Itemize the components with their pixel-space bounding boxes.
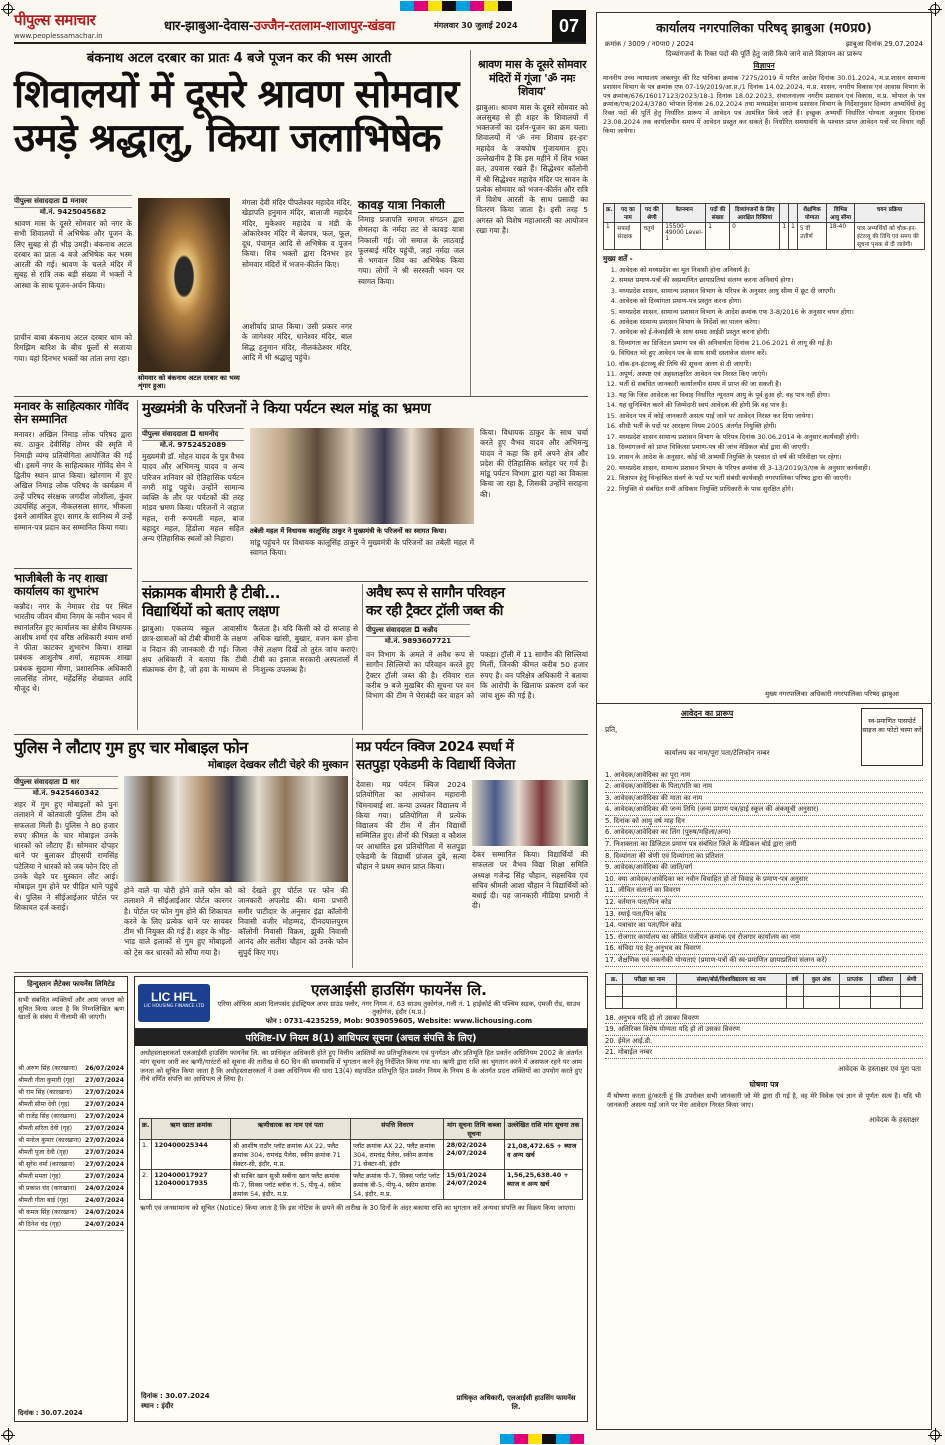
- mandu-body2: मांडू पहुंचने पर विधायक कालूसिंह ठाकुर ने मुख्यमंत्री के परिजनों का तबेली महल में स्वागत किया।: [250, 538, 474, 558]
- hlf-item-date: 24/07/2024: [85, 1185, 124, 1192]
- column-rule: [352, 738, 353, 968]
- form-field-label: 7. निःशक्तता का डिजिटल प्रमाण पत्र संबंधित जिले के मेडिकल बोर्ड द्वारा जारी: [605, 840, 797, 849]
- form-field-label: 12. वर्तमान पता/पिन कोड: [605, 898, 672, 907]
- hlf-list-item: [18, 1111, 124, 1123]
- form-field-label: 17. शैक्षणिक एवं तकनीकी योग्यताएं (प्रमाण-पत्रों की स्व-प्रमाणित छायाप्रतियां संलग्न करें): [605, 956, 828, 964]
- bhajibeli-story: [14, 572, 132, 732]
- quiz-story: [356, 738, 588, 970]
- sagon-body: वन विभाग के अमले ने अवैध रूप से सागौन सिल्लियों का परिवहन करते हुए ट्रैक्टर ट्रॉली जब्त की है। रविवार रात करीब 9 बजे मुखबिर की सूचना पर वन विभाग की टीम ने घेराबंदी कर वाहन को पकड़ा। ट्रॉली में 11 सागौन की सिल्लियां मिलीं, जिनकी कीमत करीब 50 हजार रुपए है। वन परिक्षेत्र अधिकारी ने बताया कि आरोपी के खिलाफ प्रकरण दर्ज कर जांच शुरू की गई है।: [366, 650, 588, 701]
- police-body2: होने वाले या चोरी होने वाले फोन को तलाशने में सीईआईआर पोर्टल कारगर है। पोर्टल पर फोन गुम होने की शिकायत करने के लिए प्रत्येक थाने पर सायबर टीम भी नियुक्त की गई है। शहर के भीड़-भाड़ वाले इलाकों से गुम हुए मोबाइलों को ट्रेस कर धारकों को सौंपा गया है।: [124, 886, 232, 957]
- nagar-term: 19. शासन के आदेश के अनुसार, कोई भी अभ्यर्थी नियुक्ति के पश्चात दो वर्ष की परिवीक्षा पर रहेगा।: [619, 453, 923, 461]
- police-phone: मो.नं. 9425460342: [32, 789, 100, 797]
- hlf-item-name: श्रीमती नीता कुमारी (गृह): [18, 1077, 75, 1084]
- form-field: [605, 851, 923, 863]
- hlf-list-item: [18, 1147, 124, 1159]
- nagar-ref-no: क्रमांक / 3009 / न0पा0 / 2024: [605, 40, 694, 48]
- lic-logo: [138, 984, 210, 1022]
- form-field: [605, 885, 923, 897]
- nagar-cell-age: 18-40: [827, 223, 855, 250]
- nagar-term: 11. अपूर्ण, अस्पष्ट एवं अहस्ताक्षरित आवेदन पत्र निरस्त किए जाएंगे।: [619, 370, 923, 378]
- nagar-cell-r1: 0: [730, 223, 780, 250]
- mandu-body1: मुख्यमंत्री डॉ. मोहन यादव के पुत्र वैभव यादव और अभिमन्यु यादव व अन्य परिजन शनिवार को ऐतिहासिक पर्यटन नगरी मांडू पहुंचे। उन्होंने सामान्य व्यक्ति के तौर पर पर्यटकों की तरह मांडव भ्रमण किया। परिजनों ने जहाज महल, रानी रूपमती महल, बाज बहादुर महल, हिंडोला महल सहित अन्य ऐतिहासिक स्थलों को निहारा।: [142, 452, 244, 544]
- sahitya-headline: मनावर के साहित्यकार गोविंद सेन सम्मानित: [14, 399, 129, 426]
- hlf-list-item: [18, 1135, 124, 1147]
- hlf-item-date: 26/07/2024: [85, 1065, 124, 1072]
- hlf-item-name: श्रीमती सरिता देवी (गृह): [18, 1125, 73, 1132]
- mandu-byline: पीपुल्स संवाददाता ◘ धामनोद: [142, 428, 244, 441]
- byline-place: पीपुल्स संवाददाता: [14, 778, 60, 786]
- police-byline: पीपुल्स संवाददाता ◘ धार: [14, 776, 118, 789]
- column-rule: [470, 50, 471, 396]
- nagar-terms-title: मुख्य शर्तें -: [603, 254, 633, 263]
- lic-contact: फोन : 0731-4235259, Mob: 9039059605, Website: www.lichousing.com: [265, 1017, 533, 1026]
- hlf-notice: [14, 976, 128, 1422]
- lic-cell-dates: 15/01/2024 24/07/2024: [444, 1170, 505, 1200]
- form-field-label: 5. दिनांक को आयु वर्ष माह दिन: [605, 816, 685, 825]
- edu-table: [605, 973, 923, 1009]
- nagar-term: 17. मध्यप्रदेश शासन सामान्य प्रशासन विभाग के परिपत्र दिनांक 30.06.2014 के अनुसार कार्यवाही होगी।: [619, 433, 923, 441]
- nagar-term: 3. मध्यप्रदेश शासन, सामान्य प्रशासन विभाग के परिपत्र के अनुसार आयु सीमा में छूट दी जाएगी।: [619, 287, 923, 295]
- lic-cell-property: प्लॉट क्रमांक AX 22, फ्लैट क्रमांक 304, रामचंद्र पैलेस, स्कीम क्रमांक 71 सेक्टर-सी, इंदौर: [351, 1140, 444, 1170]
- lic-notice: [134, 976, 588, 1422]
- edu-table-header: परीक्षा का नाम: [623, 973, 676, 984]
- form-field: [605, 804, 923, 816]
- tb-body: झाबुआ। एकलव्य स्कूल आवासीय छात्र-छात्राओं को टीबी बीमारी के लक्षण व निदान की जानकारी दी गई। जिला क्षय अधिकारी ने बताया कि टीबी संक्रामक रोग है, जो हवा के माध्यम से फैलता है। यदि किसी को दो सप्ताह से अधिक खांसी, बुखार, वजन कम होना जैसे लक्षण दिखें तो तुरंत जांच कराएं। टीबी का इलाज सरकारी अस्पतालों में निःशुल्क उपलब्ध है।: [142, 624, 358, 675]
- nagar-table-header: दिव्यांगजनों के लिए आरक्षित रिक्तियां: [730, 204, 780, 223]
- nagar-table-header: [789, 204, 798, 223]
- quiz-body2: देकर सम्मानित किया। विद्यार्थियों की सफलता पर वैभव विद्या शिक्षा समिति अध्यक्ष गजेन्द्र सिंह चौहान, सहसचिव एवं सचिव श्रीमती आशा चौहान ने विद्यार्थियों को बधाई दी। यह जानकारी मीडिया प्रभारी ने दी।: [472, 850, 588, 911]
- lic-address: एरिया ऑफिस आशा दिलपसंद इंडस्ट्रियल अपर ग्राउंड फ्लोर, नगर निगम नं. 63 साउथ तुकोगंज, गली नं. 1 हाईकोर्ट की पश्चिम सड़क, एमजी रोड, साउथ तुकोगंज, इंदौर (म.प्र.): [217, 1000, 581, 1017]
- nagar-term: 21. विज्ञापन हेतु चिन्हांकित संवर्ग के पदों पर भर्ती संबंधी कार्यवाही नगरपालिका परिषद द्वारा की जाएगी।: [619, 474, 923, 482]
- mandu-body3: किया। विधायक ठाकुर के साथ चर्चा करते हुए वैभव यादव और अभिमन्यु यादव ने कहा कि हमें अपने क्षेत्र और प्रदेश की ऐतिहासिक धरोहर पर गर्व है। मांडू पर्यटन विभाग द्वारा यहां का विकास किया जा रहा है, जिसकी उन्होंने सराहना की।: [480, 428, 588, 499]
- color-strip-bottom: [500, 1434, 584, 1444]
- nagar-table-header: पदों की संख्या: [706, 204, 730, 223]
- form-field-label: 10. क्या आवेदक/आवेदिका का नवीन विवाहित हो तो विवाह के प्रमाण-पत्र अनुसार: [605, 874, 808, 883]
- hlf-item-date: 27/07/2024: [85, 1161, 124, 1168]
- edition-date: मंगलवार 30 जुलाई 2024: [434, 21, 518, 30]
- nagar-term: 4. आवेदक को दिव्यांगता प्रमाण-पत्र प्रस्तुत करना होगा।: [619, 297, 923, 305]
- form-field-label: 19. अतिरिक्त विशेष योग्यता यदि हो तो उसका विवरण: [605, 1025, 740, 1034]
- nagar-post-table: [603, 203, 925, 250]
- sagon-byline: पीपुल्स संवाददाता ◘ कन्नौद: [366, 624, 470, 637]
- hlf-date: दिनांक : 30.07.2024: [18, 1408, 83, 1417]
- registration-mark: [930, 1430, 940, 1440]
- lic-notice-title: परिशिष्ट-IV नियम 8(1) आधिपत्य सूचना (अचल संपत्ति के लिए): [135, 1029, 587, 1046]
- nagar-term: 18. दिव्यांगजनों को प्राप्त चिकित्सा प्रमाण-पत्र की जांच मेडिकल बोर्ड द्वारा की जाएगी।: [619, 443, 923, 451]
- hlf-item-date: 27/07/2024: [85, 1137, 124, 1144]
- nagar-cell-pay: 15500-49000 Level-1: [663, 223, 706, 250]
- lic-table-header: उल्लेखित राशि मांग सूचना तक: [504, 1119, 582, 1140]
- lic-intro: अधोहस्ताक्षरकर्ता एलआईसी हाउसिंग फायनेंस लि. का प्राधिकृत अधिकारी होते हुए वित्तीय आस्तियों का प्रतिभूतिकरण एवं पुनर्गठन और प्रतिभूति हित प्रवर्तन अधिनियम 2002 के अंतर्गत मांग सूचना जारी कर ऋणी/गारंटरों को सूचना की तारीख से 60 दिन की समयावधि में भुगतान करने हेतु निर्देशित किया गया था। ऋणी द्वारा राशि का भुगतान करने में असफल रहने पर आम जनता को सूचित किया जाता है कि अधोहस्ताक्षरकर्ता ने उक्त अधिनियम की धारा 13(4) सहपठित प्रतिभूति हित प्रवर्तन नियम के नियम 8 के अंतर्गत प्रदत्त शक्तियों का उपयोग करते हुए नीचे वर्णित संपत्ति का आधिपत्य ले लिया है।: [140, 1049, 582, 1084]
- declaration-text: मैं घोषणा करता हूं/करती हूं कि उपरोक्त सभी जानकारी जो मेरे द्वारा दी गई है, वह मेरे विवेक एवं ज्ञान से पूर्णतः सत्य है। यदि भी जानकारी असत्य पाई जाने पर मेरा आवेदन निरस्त किया जाए।: [607, 1091, 921, 1109]
- section-rule: [14, 396, 588, 397]
- form-field: [605, 932, 923, 944]
- nagar-term: 14. यह सुनिश्चित करने की जिम्मेदारी स्वयं आवेदक की होगी कि वह पात्र है।: [619, 401, 923, 409]
- hlf-item-date: 27/07/2024: [85, 1149, 124, 1156]
- declaration-sign: आवेदक के हस्ताक्षर: [868, 1115, 919, 1124]
- mandu-headline: मुख्यमंत्री के परिजनों ने किया पर्यटन स्थल मांडू का भ्रमण: [142, 401, 431, 417]
- form-to: प्रति,: [605, 724, 618, 734]
- form-field: [605, 862, 923, 874]
- form-field-label: 1. आवेदक/आवेदिका का पूरा नाम: [605, 770, 691, 779]
- lic-cell-name: श्री आशीष राठौर प्लॉट क्रमांक AX 22, फ्लैट क्रमांक 304, रामचंद्र पैलेस, स्कीम क्रमांक 71 सेक्टर-सी, इंदौर, म.प्र.: [230, 1140, 350, 1170]
- police-photo: [124, 776, 348, 882]
- lic-table: [139, 1118, 583, 1200]
- hlf-item-date: 24/07/2024: [85, 1197, 124, 1204]
- hlf-list-item: [18, 1123, 124, 1135]
- shravan-story: [476, 58, 588, 394]
- lead-body-col3: निमाड़ प्रजापति समाज संगठन द्वारा सेमलदा के नर्मदा तट से कावड़ यात्रा निकाली गई। जो समाज के लाठवाई फूलबाई मंदिर पहुंची, जहां नर्मदा जल से भगवान शिव का अभिषेक किया गया। लोगों ने श्री सरस्वती भवन पर स्वागत किया।: [358, 215, 464, 286]
- kavad-subhead: कावड़ यात्रा निकाली: [358, 198, 464, 213]
- form-field: [605, 943, 923, 955]
- lead-body-col2b: आशीर्वाद प्राप्त किया। उसी प्रकार नगर के जागेश्वर मंदिर, धानेश्वर मंदिर, बाल सिद्ध हनुमान मंदिर, नीलकंठेश्वर मंदिर, आदि में भी श्रद्धालु पहुंचे।: [242, 322, 352, 362]
- police-headline: पुलिस ने लौटाए गुम हुए चार मोबाइल फोन: [14, 738, 248, 757]
- byline-place: पीपुल्स संवाददाता: [142, 430, 188, 438]
- section-rule: [14, 568, 132, 569]
- form-field-label: 13. स्थाई पता/पिन कोड: [605, 909, 667, 918]
- sagon-story: [366, 584, 588, 732]
- hlf-item-date: 24/07/2024: [85, 1221, 124, 1228]
- section-rule: [14, 734, 588, 735]
- logo-name: पीपुल्स समाचार: [14, 11, 96, 29]
- edu-table-header: कुल अंक: [803, 973, 839, 984]
- nagar-cell-count: 1: [706, 223, 730, 250]
- hlf-list-item: [18, 1159, 124, 1171]
- lic-sign: प्राधिकृत अधिकारी, एलआईसी हाउसिंग फायनेंस लि.: [456, 1394, 576, 1411]
- lic-table-header: मांग सूचना तिथि कब्जा सूचना: [444, 1119, 505, 1140]
- nagar-subject-line: दिव्यांगजनों के रिक्त पदों की पूर्ति हेतु जारी किये जाने वाले विज्ञापन का प्रारूप: [665, 50, 863, 58]
- nagar-table-header: विभिन्न आयु सीमा: [827, 204, 855, 223]
- hlf-item-date: 27/07/2024: [85, 1113, 124, 1120]
- nagar-terms: [597, 266, 931, 680]
- nagar-table-header: पद की श्रेणी: [641, 204, 663, 223]
- sagon-headline-line1: अवैध रूप से सागौन परिवहन: [366, 585, 505, 601]
- lic-table-header: ऋण खाता क्रमांक: [152, 1119, 230, 1140]
- hlf-item-name: श्री दिनेश चंद्र (गृह): [18, 1221, 62, 1228]
- hlf-item-date: 24/07/2024: [85, 1209, 124, 1216]
- lead-headline-line1: शिवालयों में दूसरे श्रावण सोमवार: [14, 71, 459, 117]
- hlf-item-date: 27/07/2024: [85, 1101, 124, 1108]
- nagar-term: 1. आवेदक को मध्यप्रदेश का मूल निवासी होना अनिवार्य है।: [619, 266, 923, 274]
- nagar-cell-cat: चतुर्थ: [641, 223, 663, 250]
- form-field: [605, 1047, 923, 1059]
- declaration-title: घोषणा पत्र: [749, 1079, 779, 1089]
- page-number: 07: [552, 10, 586, 42]
- temple-photo: [138, 198, 230, 372]
- column-rule: [137, 400, 138, 730]
- byline-place: पीपुल्स संवाददाता: [14, 197, 60, 205]
- lic-footer-note: ऋणी एवं जनसामान्य को सूचित (Notice) किया जाता है कि इस नोटिस के छपने की तारीख के 30 दिनों के अंदर बकाया राशि का भुगतान करें अन्यथा संपत्ति का विक्रय किया जाएगा।: [140, 1204, 576, 1213]
- nagar-office: कार्यालय नगरपालिका परिषद् झाबुआ (म0प्र0): [656, 20, 872, 35]
- sagon-phone: मो.नं. 9893607721: [384, 637, 452, 645]
- hlf-title: हिन्दुस्तान लैटेक्स फायनेंस लिमिटेड: [15, 977, 127, 993]
- nagar-cell-edu: 5 वीं उत्तीर्ण: [797, 223, 826, 250]
- nagar-ref-date: झाबुआ दिनांक 29.07.2024: [845, 40, 923, 48]
- tb-headline-line1: संक्रामक बीमारी है टीबी...: [142, 584, 280, 602]
- lic-cell-dates: 28/02/2024 24/07/2024: [444, 1140, 505, 1170]
- nagar-table-header: चयन प्रक्रिया: [855, 204, 925, 223]
- form-field-label: 16. संविदा पद हेतु अनुभव का विवरण: [605, 944, 701, 953]
- form-field: [605, 816, 923, 828]
- form-office: कार्यालय का नाम/पूरा पता/टेलिफोन नम्बर: [664, 748, 770, 757]
- tb-story: [142, 584, 358, 732]
- nagar-term: 16. सीधी भर्ती के पदों पर आरक्षण नियम 2005 अंतर्गत नियुक्ति होगी।: [619, 422, 923, 430]
- nagar-term: 10. वॉक-इन-इंटरव्यू की तिथि की सूचना अलग से दी जाएगी।: [619, 360, 923, 368]
- nagar-cell-select: पात्र अभ्यर्थियों को चौक-इन-इंटरव्यू की तिथि एवं समय की सूचना पृथक से दी जावेगी।: [855, 223, 925, 250]
- lic-table-header: संपत्ति विवरण: [351, 1119, 444, 1140]
- nagar-term: 9. विधिवत भरे हुए आवेदन पत्र के साथ सभी दस्तावेज संलग्न करें।: [619, 349, 923, 357]
- lic-table-header: ऋणीधारक का नाम एवं पता: [230, 1119, 350, 1140]
- form-field: [605, 955, 923, 967]
- hlf-item-date: 27/07/2024: [85, 1173, 124, 1180]
- byline-city: कन्नौद: [422, 626, 438, 634]
- lic-cell-sn: 1.: [140, 1140, 152, 1170]
- police-story: [14, 738, 348, 970]
- masthead: [14, 10, 586, 44]
- tb-headline-line2: विद्यार्थियों को बताए लक्षण: [142, 602, 279, 620]
- nagar-cell-sn: 1: [604, 223, 615, 250]
- lic-cell-property: फ्लैट क्रमांक पी-7, सिक्स प्लॉट प्लॉट क्रमांक बी-5, पीयू-4, स्कीम क्रमांक 54, इंदौर, म.प्र.: [351, 1170, 444, 1200]
- photo-box: स्व-प्रमाणित पासपोर्ट साइज का फोटो चस्पा करें: [861, 708, 923, 766]
- sahitya-body: मनावर। अखिल निमाड़ लोक परिषद द्वारा स्व. ठाकुर देवीसिंह तोमर की स्मृति में निमाड़ी व्यंग्य प्रतियोगिता आयोजित की गई थी। इसमें नगर के साहित्यकार गोविंद सेन ने द्वितीय स्थान प्राप्त किया। खोरगाम में हुए अखिल निमाड़ लोक परिषद के कार्यक्रम में उन्हें परिषद संरक्षक जगदीश जोशीला, कुंवर उदयसिंह अनुज, नीकलसला सागर, भीकला इंसने आमंत्रित हुए। सागर के सानिध्य में उन्हें सम्मान-पत्र प्रदान कर सम्मानित किया गया।: [14, 430, 132, 532]
- edu-table-header: श्रेणी: [900, 973, 922, 984]
- quiz-photo: [472, 780, 588, 846]
- mandu-photo-caption: तबेली महल में विधायक कालूसिंह ठाकुर ने मुख्यमंत्री के परिजनों का स्वागत किया।: [250, 527, 447, 535]
- lic-cell-account: 120400025344: [152, 1140, 230, 1170]
- lead-body-col1: श्रावण मास के दूसरे सोमवार को नगर के सभी शिवालयों में अभिषेक और पूजन के लिए सुबह से ही भीड़ उमड़ी। बंकनाथ अटल दरबार का प्रातः 4 बजे अभिषेक कर भस्म आरती की गई। श्रावण के चलते मंदिर में सुबह से रात्रि तक बड़ी संख्या में भक्तों ने आस्था के साथ पूजन-अर्चन किया।: [14, 219, 132, 290]
- form-field: [605, 1013, 923, 1025]
- edu-table-header: प्राप्तांक: [839, 973, 870, 984]
- police-body3: को देखते हुए पोर्टल पर फोन की जानकारी अपलोड की। थाना प्रभारी समीर पाटीदार के अनुसार इंद्रा कॉलोनी निवासी वजीर मोहम्मद, दीनदयालपुरम कॉलोनी निवासी विक्रम, झुकी निवासी आनंद और सतीश चौहान को उनके फोन सुपुर्द किए गए।: [238, 886, 348, 957]
- hlf-list: [15, 1063, 127, 1231]
- byline-city: मनावर: [70, 197, 88, 205]
- hlf-item-name: श्रीमती सीमा देवी (गृह): [18, 1101, 70, 1108]
- police-body1: शहर में गुम हुए मोबाइलों को पुनः तलाशने में कोतवाली पुलिस टीम को सफलता मिली है। पुलिस ने 80 हजार रुपए कीमत के चार मोबाइल उनके धारकों को लौटाए हैं। सोमवार दोपहर थाने पर बुलाकर डीएसपी रामसिंह पटेलिया ने धारकों को जब फोन दिए तो उनके चेहरे पर मुस्कान लौट आई। मोबाइल गुम होने पर पीड़ित थाने पहुंचे थे। पुलिस ने सीईआईआर पोर्टल पर शिकायत दर्ज कराई।: [14, 800, 118, 912]
- sagon-headline-line2: कर रही ट्रैक्टर ट्रॉली जब्त की: [366, 603, 503, 619]
- form-fields: [597, 768, 931, 969]
- nagar-term: 13. यह कि जिस आवेदक का विवाह निर्धारित न्यूनतम आयु के पूर्व हुआ हो, वह पात्र नहीं होगा।: [619, 391, 923, 399]
- hlf-list-item: [18, 1207, 124, 1219]
- form-field: [605, 827, 923, 839]
- lead-story: [14, 48, 464, 394]
- byline-place: पीपुल्स संवाददाता: [366, 626, 412, 634]
- section-rule: [597, 703, 931, 704]
- nagarpalika-advertisement: [596, 12, 932, 1430]
- region-line: [164, 16, 395, 34]
- form-field-label: 21. मोबाईल नम्बर: [605, 1048, 653, 1057]
- lead-body-col1b: प्राचीन बाबा बंकनाथ अटल दरबार धाम को रिमझिम बारिश के बीच फूलों से सजाया गया। यहां दिनभर भक्तों का तांता लगा रहा।: [14, 333, 132, 363]
- form-field-label: 2. आवेदक/आवेदिका के पिता/पति का नाम: [605, 782, 713, 791]
- police-subhead: मोबाइल देखकर लौटी चेहरे की मुस्कान: [207, 759, 348, 771]
- bhajibeli-body: कन्नौद। नगर के नेमावर रोड पर स्थित भारतीय जीवन बीमा निगम के नवीन भवन में स्थानांतरित हुए कार्यालय का क्षेत्रीय विधायक आशीष शर्मा एवं वरिष्ठ अधिकारी श्याम शर्मा ने फीता काटकर शुभारंभ किया। शाखा प्रबंधक आशुतोष शर्मा, सहायक शाखा प्रबंधक सुदामा मीणा, प्रशासनिक अधिकारी लालसिंह तोमर, महेंद्रसिंह शेखावत आदि मौजूद थे।: [14, 602, 132, 694]
- nagar-term: 20. मध्यप्रदेश शासन, सामान्य प्रशासन विभाग के परिपत्र क्रमांक सी 3-13/2019/3/एक के अनुसार कार्यवाही।: [619, 464, 923, 472]
- hlf-item-name: श्री मनोज कुमार (कारखाना): [18, 1137, 82, 1144]
- form-field-label: 20. ईमेल आई.डी.: [605, 1036, 653, 1045]
- form-field: [605, 920, 923, 932]
- hlf-body: सभी संबंधित व्यक्तियों और आम जनता को सूचित किया जाता है कि निम्नलिखित ऋण खातों के संबंध में नीलामी की जाएगी।: [18, 996, 124, 1021]
- form-field: [605, 770, 923, 782]
- form-field-label: 3. आवेदक/आवेदिका की माता का नाम: [605, 793, 703, 802]
- hlf-item-name: श्री कमल सिंह (कारखाना): [18, 1209, 78, 1216]
- lic-date: दिनांक : 30.07.2024: [141, 1392, 210, 1400]
- extra-fields: [597, 1009, 931, 1059]
- hlf-list-item: [18, 1219, 124, 1231]
- nagar-table-header: शैक्षणिक योग्यता: [797, 204, 826, 223]
- hlf-item-name: श्री सुरेश वर्मा (कारखाना): [18, 1161, 75, 1168]
- lic-logo-sub: LIC HOUSING FINANCE LTD: [143, 1003, 205, 1009]
- lic-table-header: क्र.: [140, 1119, 152, 1140]
- nagar-table-header: पद का नाम: [615, 204, 641, 223]
- column-rule: [362, 584, 363, 730]
- section-rule: [142, 581, 588, 582]
- lic-table-row: [140, 1170, 583, 1200]
- temple-photo-caption: सोमवार को बंकनाथ अटल दरबार का भव्य शृंगार हुआ।: [138, 374, 240, 390]
- form-field-label: 18. अनुभव यदि हो तो उसका विवरण: [605, 1013, 699, 1022]
- form-title: आवेदन का प्रारूप: [680, 708, 734, 718]
- lead-headline-line2: उमड़े श्रद्धालु, किया जलाभिषेक: [14, 115, 441, 161]
- form-field-label: 8. दिव्यांगता की श्रेणी एवं दिव्यांगता का प्रतिशत: [605, 851, 724, 860]
- hlf-list-item: [18, 1195, 124, 1207]
- hlf-list-item: [18, 1075, 124, 1087]
- lic-cell-sn: 2.: [140, 1170, 152, 1200]
- byline-city: धामनोद: [198, 430, 219, 438]
- nagar-table-header: [780, 204, 789, 223]
- hlf-item-date: 27/07/2024: [85, 1125, 124, 1132]
- nagar-term: 5. मध्यप्रदेश शासन, सामान्य प्रशासन विभाग के आदेश क्रमांक एफ 3-8/2016 के अनुसार चयन होगा।: [619, 308, 923, 316]
- quiz-headline-line2: सतपुड़ा एकेडमी के विद्यार्थी विजेता: [356, 757, 515, 773]
- form-field: [605, 1036, 923, 1048]
- region-red: उज्जैन-रतलाम-शाजापुर-खंडवा: [253, 19, 395, 34]
- form-field-label: 6. आवेदक/आवेदिका का लिंग (पुरुष/महिला/अन्य): [605, 828, 731, 837]
- nagar-intro: माननीय उच्च न्यायालय जबलपुर की रिट याचिका क्रमांक 7275/2019 में पारित आदेश दिनांक 30.01.2024, म.प्र.शासन सामान्य प्रशासन विभाग के पत्र क्रमांक एफ 07-19/2019/आ.प्र./1 दिनांक 14.02.2024, म.प्र. शासन, नगरीय विकास एवं आवास विभाग के पत्र क्रमांक/676/16017123/2023/18-1 दिनांक 18.02.2023, संचालनालय नगरीय प्रशासन एवं विकास, म.प्र. भोपाल के पत्र क्रमांक/एफ/2024/3780 भोपाल दिनांक 26.02.2024 तथा मध्यप्रदेश सामान्य प्रशासन विभाग के निर्देशानुसार दिव्यांग अभ्यर्थियों हेतु रिक्त पदों की पूर्ति हेतु निर्धारित प्रारूप में आवेदन पत्र आमंत्रित किये जाते हैं। इच्छुक अभ्यर्थी निर्धारित योग्यता अनुसार दिनांक 23.08.2024 तक कार्यालयीन समय में आवेदन प्रस्तुत कर सकते हैं। निर्धारित समयावधि के पश्चात प्राप्त आवेदन पत्रों पर विचार नहीं किया जायेगा।: [603, 74, 925, 135]
- hlf-list-item: [18, 1063, 124, 1075]
- nagar-officer: मुख्य नगरपालिका अधिकारी नगरपालिका परिषद झाबुआ: [765, 690, 899, 698]
- edu-table-header: वर्ष: [786, 973, 803, 984]
- nagar-cell-post: सफाई संरक्षक: [615, 223, 641, 250]
- nagar-term: 22. नियुक्ति से संबंधित सभी अधिकार नियुक्ति प्राधिकारी के पास सुरक्षित होंगे।: [619, 485, 923, 493]
- sahitya-story: [14, 400, 132, 568]
- byline-city: धार: [70, 778, 80, 786]
- form-field-label: 4. आवेदक/आवेदिका की जन्म तिथि (जन्म प्रमाण पत्र/हाई स्कूल की अंकसूची अनुसार): [605, 805, 819, 814]
- hlf-item-name: श्रीमती पूजा देवी (गृह): [18, 1149, 69, 1156]
- lic-table-row: [140, 1140, 583, 1170]
- form-field: [605, 839, 923, 851]
- newspaper-logo[interactable]: [14, 10, 150, 42]
- lic-logo-text: LIC HFL: [151, 989, 197, 1004]
- hlf-list-item: [18, 1183, 124, 1195]
- hlf-item-name: श्री अरुण सिंह (कारखाना): [18, 1065, 78, 1072]
- mandu-phone: मो.नं. 9752452089: [159, 441, 227, 449]
- lic-cell-name: श्री साबिर खान सुश्री सबीना खान फ्लैट क्रमांक पी-7, सिक्स प्लॉट ब्लॉक नं. 5, पीयू-4, स्कीम क्रमांक 54, इंदौर, म.प्र.: [230, 1170, 350, 1200]
- nagar-table-header: क्र.: [604, 204, 615, 223]
- nagar-term: 8. दिव्यांगता का डिजिटल प्रमाण पत्र की अनिवार्यता दिनांक 21.06.2021 से लागू की गई है।: [619, 339, 923, 347]
- lead-body-col2: मंगला देवी मंदिर पीपलेश्वर महादेव मंदिर, खेड़ापति हनुमान मंदिर, बालाजी महादेव मंदिर, मुकेश्वर महादेव व मंडी के ओंकारेश्वर मंदिर में बेलपत्र, फल, फूल, दूध, पंचामृत आदि से अभिषेक व पूजन किया। शिव भक्तों द्वारा दिनभर हर सोमवार मंदिरों में भजन-कीर्तन किए।: [242, 198, 352, 269]
- lead-byline: पीपुल्स संवाददाता ◘ मनावर: [14, 195, 132, 208]
- nagar-term: 2. समस्त प्रमाण-पत्रों की स्वप्रमाणित छायाप्रतियां संलग्न करना अनिवार्य होगा।: [619, 276, 923, 284]
- nagar-subject: विज्ञापन: [753, 61, 775, 70]
- section-rule: [14, 972, 588, 973]
- form-field: [605, 897, 923, 909]
- mandu-photo: [250, 428, 474, 524]
- hlf-item-name: श्रीमती ममता (गृह): [18, 1173, 61, 1180]
- shravan-body: झाबुआ। श्रावण मास के दूसरे सोमवार को अलसुबह से ही शहर के शिवालयों में भक्तजनों का दर्शन-पूजन का क्रम चला। शिवालयों में 'ॐ नमः शिवाय हर-हर' महादेव के जयघोष गुंजायमान हुए। उल्लेखनीय है कि इस महीने में शिव भक्त व्रत, उपवास रखते हैं। सिद्धेश्वर कॉलोनी में श्री सिद्धेश्वर महादेव मंदिर पर सावन के प्रत्येक सोमवार को भजन-कीर्तन और रात्रि में विशेष आरती के साथ प्रसादी का वितरण किया जाता है। इसी तरह 5 अगस्त को विशेष महाआरती का आयोजन रखा गया है।: [476, 102, 588, 236]
- nagar-table-header: वेतनमान: [663, 204, 706, 223]
- lic-cell-amount: 1,56,25,638.40 + ब्याज व अन्य खर्च: [504, 1170, 582, 1200]
- nagar-cell-r3: 1: [789, 223, 798, 250]
- form-field: [605, 781, 923, 793]
- form-field: [605, 793, 923, 805]
- hlf-item-name: श्री राजेंद्र सिंह (कारखाना): [18, 1113, 77, 1120]
- hlf-item-date: 27/07/2024: [85, 1077, 124, 1084]
- lic-cell-amount: 21,08,472.65 + ब्याज व अन्य खर्च: [504, 1140, 582, 1170]
- lic-place: स्थान : इंदौर: [141, 1402, 174, 1410]
- edu-table-header: संस्था/बोर्ड/विश्वविद्यालय का नाम: [676, 973, 786, 984]
- nagar-term: 15. आवेदन पत्र में कोई जानकारी असत्य पाई जाने पर आवेदन निरस्त कर दिया जायेगा।: [619, 412, 923, 420]
- hlf-item-name: श्रीमती गीता बाई (गृह): [18, 1197, 69, 1204]
- hlf-item-name: श्री प्रकाश चंद (कारखाना): [18, 1185, 77, 1192]
- lic-cell-account: 120400017927 120400017935: [152, 1170, 230, 1200]
- form-field-label: 14. पत्राचार का पता/पिन कोड: [605, 921, 682, 930]
- edu-table-header: प्रतिशत: [870, 973, 900, 984]
- hlf-list-item: [18, 1099, 124, 1111]
- hlf-item-date: 27/07/2024: [85, 1089, 124, 1096]
- nagar-term: 7. आवेदक को ई-केवाईसी के साथ समग्र आईडी प्रस्तुत करना होगी।: [619, 328, 923, 336]
- nagar-term: 6. आवेदक सामान्य प्रशासन विभाग के निर्देशों का पालन करेगा।: [619, 318, 923, 326]
- edu-table-header: क्र.: [606, 973, 623, 984]
- lead-phone: मो.नं. 9425045682: [39, 208, 107, 216]
- website-link[interactable]: www.peoplessamachar.in: [14, 32, 103, 40]
- quiz-body1: देवास। मप्र पर्यटन क्विज 2024 प्रतियोगिता का आयोजन महारानी चिमनाबाई शा. कन्या उच्चतर विद्यालय में किया गया। प्रतियोगिता में प्रत्येक विद्यालय की टीम में तीन विद्यार्थी सम्मिलित हुए। तीनों की भिन्नता व कौशल पर आधारित इस प्रतियोगिता में सतपुड़ा एकेडमी के विद्यार्थी प्रांजल दुबे, सत्या चौहान ने प्रथम स्थान प्राप्त किया।: [356, 780, 466, 872]
- form-field-label: 15. रोजगार कार्यालय का जीवित पंजीयन क्रमांक एवं रोजगार कार्यालय का नाम: [605, 932, 800, 941]
- mandu-story: [142, 400, 588, 580]
- form-field: [605, 1024, 923, 1036]
- bhajibeli-headline: भाजीबेली के नए शाखा कार्यालय का शुभारंभ: [14, 571, 108, 598]
- hlf-list-item: [18, 1087, 124, 1099]
- registration-mark: [3, 1430, 13, 1440]
- hlf-item-name: श्री राम सिंह (कारखाना): [18, 1089, 73, 1096]
- lic-title: एलआईसी हाउसिंग फायनेंस लि.: [311, 981, 487, 999]
- lead-kicker: बंकनाथ अटल दरबार का प्रातः 4 बजे पूजन कर की भस्म आरती: [86, 51, 392, 66]
- form-field-label: 9. आवेदक/आवेदिका की जाति/वर्ग: [605, 863, 693, 872]
- nagar-term: 12. भर्ती से संबंधित जानकारी कार्यालयीन समय में प्राप्त की जा सकती है।: [619, 380, 923, 388]
- region-black: धार-झाबुआ-देवास-: [164, 19, 254, 34]
- form-field: [605, 874, 923, 886]
- form-field: [605, 909, 923, 921]
- shravan-headline: श्रावण मास के दूसरे सोमवार मंदिरों में गूंजा 'ॐ नमः शिवाय': [477, 58, 587, 98]
- applicant-sign: आवेदक के हस्ताक्षर एवं पूरा पता: [838, 1064, 921, 1073]
- form-field-label: 11. जीवित संतानों का विवरण: [605, 886, 681, 895]
- nagar-cell-r2: 1: [780, 223, 789, 250]
- hlf-list-item: [18, 1171, 124, 1183]
- quiz-headline-line1: मप्र पर्यटन क्विज 2024 स्पर्धा में: [356, 739, 514, 755]
- registration-mark: [3, 4, 13, 14]
